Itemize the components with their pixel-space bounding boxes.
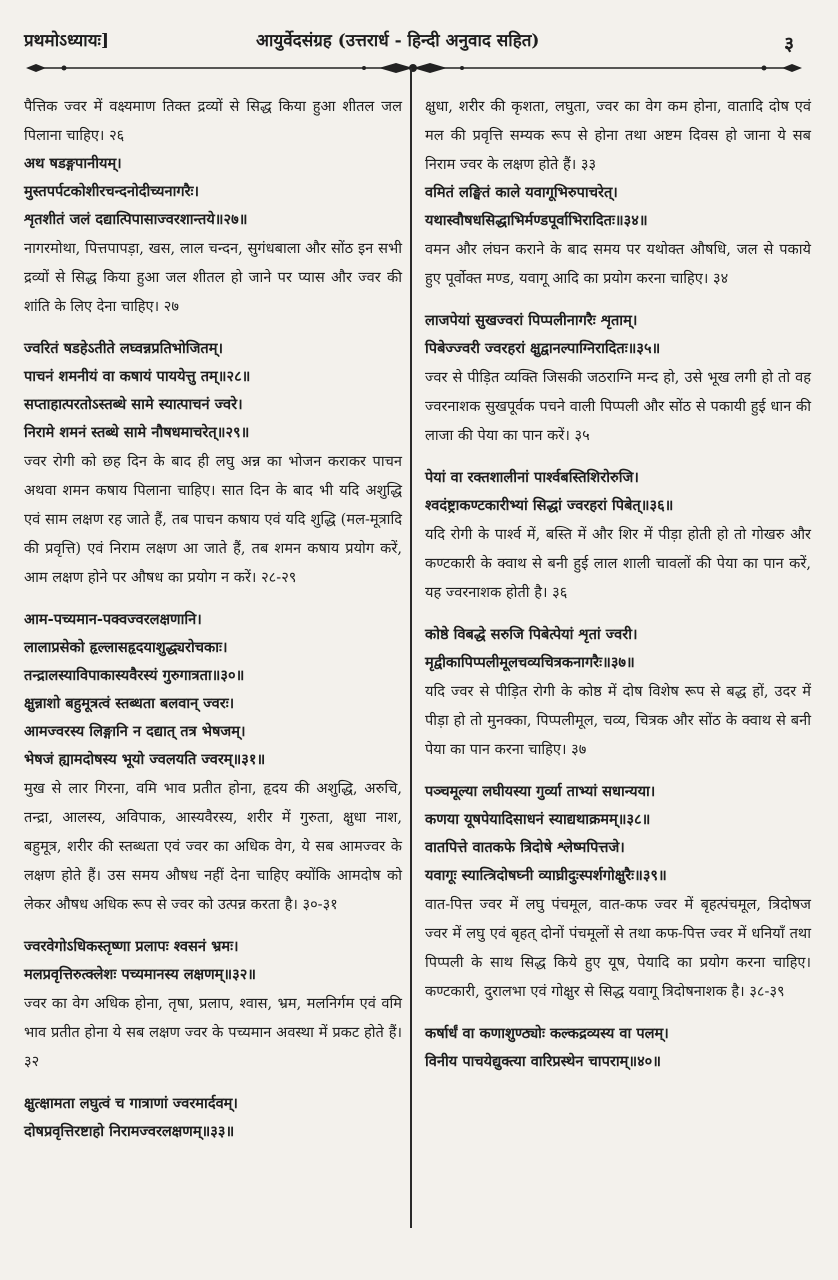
verse-line: वातपित्ते वातकफे त्रिदोषे श्लेष्मपित्तजे।: [425, 839, 625, 856]
verse-line: तन्द्रालस्याविपाकास्यवैरस्यं गुरुगात्रता॥३०॥: [24, 667, 245, 684]
verse-28-29: [24, 335, 402, 592]
verse-line: क्षुत्क्षामता लघुत्वं च गात्राणां ज्वरमार्दवम्।: [24, 1095, 238, 1112]
verse-line: मलप्रवृत्तिरुत्क्लेशः पच्यमानस्य लक्षणम्॥३२॥: [24, 966, 257, 983]
verse-line: ज्वरितं षडहेऽतीते लघ्वन्नप्रतिभोजितम्।: [24, 340, 223, 357]
verse-line: मुस्तपर्पटकोशीरचन्दनोदीच्यनागरैः।: [24, 183, 200, 200]
verse-line: भेषजं ह्यामदोषस्य भूयो ज्वलयति ज्वरम्॥३१॥: [24, 751, 266, 768]
translation-34: वमन और लंघन कराने के बाद समय पर यथोक्त औषधि, जल से पकाये हुए पूर्वोक्त मण्ड, यवागू आदि का प्रयोग करना चाहिए। ३४: [425, 241, 811, 287]
verse-line: अथ षडङ्गपानीयम्।: [24, 155, 122, 172]
translation-27: नागरमोथा, पित्तपापड़ा, खस, लाल चन्दन, सुगंधबाला और सोंठ इन सभी द्रव्यों से सिद्ध किया हुआ जल शीतल हो जाने पर प्यास और ज्वर की शांति के लिए देना चाहिए। २७: [24, 240, 402, 315]
verse-37: [425, 621, 811, 764]
verse-line: कर्षार्धं वा कणाशुण्ठ्योः कल्कद्रव्यस्य वा पलम्।: [425, 1025, 669, 1042]
verse-35: [425, 307, 811, 450]
right-column: [425, 92, 811, 1090]
verse-line: यथास्वौषधसिद्धाभिर्मण्डपूर्वाभिरादितः॥३४॥: [425, 212, 648, 229]
page-number: ३: [784, 33, 794, 55]
verse-32: [24, 933, 402, 1076]
verse-line: आम-पच्यमान-पक्वज्वरलक्षणानि।: [24, 611, 202, 628]
verse-line: लाजपेयां सुखज्वरां पिप्पलीनागरैः शृताम्।: [425, 312, 638, 329]
verse-27: [24, 150, 402, 321]
verse-line: यवागूः स्यात्त्रिदोषघ्नी व्याघ्रीदुःस्पर्शगोक्षुरैः॥३९॥: [425, 867, 667, 884]
translation-26: पैत्तिक ज्वर में वक्ष्यमाण तिक्त द्रव्यों से सिद्ध किया हुआ शीतल जल पिलाना चाहिए। २६: [24, 98, 402, 144]
verse-line: वमितं लङ्घितं काले यवागूभिरुपाचरेत्।: [425, 184, 618, 201]
translation-28-29: ज्वर रोगी को छह दिन के बाद ही लघु अन्न का भोजन कराकर पाचन अथवा शमन कषाय पिलाना चाहिए। सात दिन के बाद भी यदि अशुद्धि एवं साम लक्षण रह जाते हैं, तब पाचन कषाय एवं यदि शुद्धि (मल-मूत्रादि की प्रवृत्ति) एवं निराम लक्षण आ जाते हैं, तब शमन कषाय प्रयोग करें, आम लक्षण होने पर औषध का प्रयोग न करें। २८-२९: [24, 453, 402, 586]
verse-34: [425, 179, 811, 293]
chapter-label: प्रथमोऽध्यायः]: [24, 31, 110, 51]
translation-38-39: वात-पित्त ज्वर में लघु पंचमूल, वात-कफ ज्वर में बृहत्पंचमूल, त्रिदोषज ज्वर में लघु एवं बृहत् दोनों पंचमूलों से तथा कफ-पित्त ज्वर में धनियाँ तथा पिप्पली के साथ सिद्ध किये हुए यूष, पेयादि का प्रयोग करना चाहिए। कण्टकारी, दुरालभा एवं गोक्षुर से सिद्ध यवागू त्रिदोषनाशक है। ३८-३९: [425, 896, 811, 1000]
verse-line: पिबेज्ज्वरी ज्वरहरां क्षुद्वानल्पाग्निरादितः॥३५॥: [425, 340, 661, 357]
verse-33: [24, 1090, 402, 1146]
verse-line: सप्ताहात्परतोऽस्तब्धे सामे स्यात्पाचनं ज्वरे।: [24, 396, 243, 413]
verse-line: दोषप्रवृत्तिरष्टाहो निरामज्वरलक्षणम्॥३३॥: [24, 1123, 235, 1140]
verse-line: कोष्ठे विबद्धे सरुजि पिबेत्पेयां शृतां ज्वरी।: [425, 626, 638, 643]
verse-30-31: [24, 606, 402, 919]
page-header: [24, 28, 804, 58]
translation-37: यदि ज्वर से पीड़ित रोगी के कोष्ठ में दोष विशेष रूप से बद्ध हों, उदर में पीड़ा हो तो मुनक्का, पिप्पलीमूल, चव्य, चित्रक और सोंठ के क्वाथ से बनी पेया का पान करना चाहिए। ३७: [425, 683, 811, 758]
verse-line: कणया यूषपेयादिसाधनं स्याद्यथाक्रमम्॥३८॥: [425, 811, 651, 828]
verse-line: विनीय पाचयेद्युक्त्या वारिप्रस्थेन चापराम्॥४०॥: [425, 1053, 662, 1070]
translation-35: ज्वर से पीड़ित व्यक्ति जिसकी जठराग्नि मन्द हो, उसे भूख लगी हो तो वह ज्वरनाशक सुखपूर्वक पचने वाली पिप्पली और सोंठ से पकायी हुई धान की लाजा की पेया का पान करें। ३५: [425, 369, 811, 444]
verse-line: निरामे शमनं स्तब्धे सामे नौषधमाचरेत्॥२९॥: [24, 424, 250, 441]
translation-30-31: मुख से लार गिरना, वमि भाव प्रतीत होना, हृदय की अशुद्धि, अरुचि, तन्द्रा, आलस्य, अविपाक, आस्यवैरस्य, शरीर में गुरुता, क्षुधा नाश, बहुमूत्र, शरीर की स्तब्धता एवं ज्वर का अधिक वेग, ये सब आमज्वर के लक्षण होते हैं। उस समय औषध नहीं देना चाहिए क्योंकि आमदोष को लेकर औषध अधिक रूप से ज्वर को उत्पन्न करता है। ३०-३१: [24, 780, 402, 913]
verse-40: [425, 1020, 811, 1076]
verse-line: क्षुन्नाशो बहुमूत्रत्वं स्तब्धता बलवान् ज्वरः।: [24, 695, 235, 712]
translation-36: यदि रोगी के पार्श्व में, बस्ति में और शिर में पीड़ा होती हो तो गोखरु और कण्टकारी के क्वाथ से बनी हुई लाल शाली चावलों की पेया का पान करें, यह ज्वरनाशक होती है। ३६: [425, 526, 811, 601]
verse-line: पञ्चमूल्या लघीयस्या गुर्व्या ताभ्यां सधान्यया।: [425, 783, 656, 800]
verse-line: पेयां वा रक्तशालीनां पार्श्वबस्तिशिरोरुजि।: [425, 469, 639, 486]
verse-line: शृतशीतं जलं दद्यात्पिपासाज्वरशान्तये॥२७॥: [24, 211, 248, 228]
book-title: आयुर्वेदसंग्रह (उत्तरार्ध - हिन्दी अनुवाद सहित): [256, 31, 540, 51]
verse-line: लालाप्रसेको हृल्लासहृदयाशुद्ध्यरोचकाः।: [24, 639, 228, 656]
verse-line: श्वदंष्ट्राकण्टकारीभ्यां सिद्धां ज्वरहरां पिबेत्॥३६॥: [425, 497, 674, 514]
verse-36: [425, 464, 811, 607]
verse-line: ज्वरवेगोऽधिकस्तृष्णा प्रलापः श्वसनं भ्रमः।: [24, 938, 239, 955]
verse-line: आमज्वरस्य लिङ्गानि न दद्यात् तत्र भेषजम्।: [24, 723, 246, 740]
column-divider: [410, 68, 412, 1228]
verse-line: पाचनं शमनीयं वा कषायं पाययेत्तु तम्॥२८॥: [24, 368, 251, 385]
verse-38-39: [425, 778, 811, 1006]
ornamental-rule: [24, 58, 804, 78]
translation-32: ज्वर का वेग अधिक होना, तृषा, प्रलाप, श्वास, भ्रम, मलनिर्गम एवं वमि भाव प्रतीत होना ये सब लक्षण ज्वर के पच्यमान अवस्था में प्रकट होते हैं। ३२: [24, 995, 402, 1070]
left-column: [24, 92, 402, 1160]
translation-33: क्षुधा, शरीर की कृशता, लघुता, ज्वर का वेग कम होना, वातादि दोष एवं मल की प्रवृत्ति सम्यक रूप से होना तथा अष्टम दिवस हो जाना ये सब निराम ज्वर के लक्षण होते हैं। ३३: [425, 98, 811, 173]
verse-line: मृद्वीकापिप्पलीमूलचव्यचित्रकनागरैः॥३७॥: [425, 654, 635, 671]
